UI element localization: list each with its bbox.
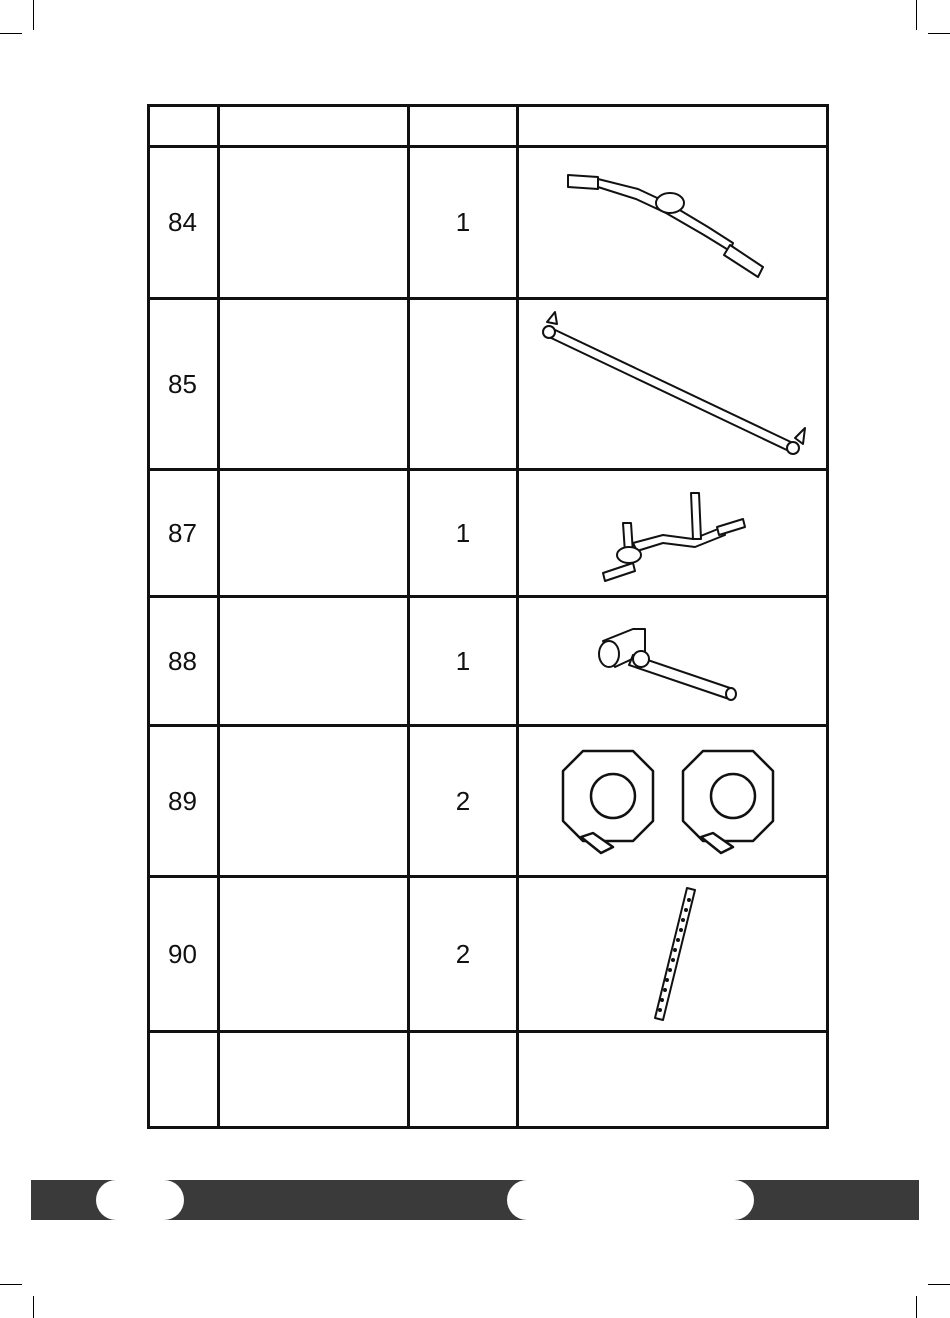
crop-mark [916,0,917,30]
part-image-cell [518,726,828,877]
part-number: 89 [149,726,219,877]
straight-bar-icon [533,304,813,464]
part-image-cell [518,470,828,597]
table-row [149,597,828,726]
footer-center-pill [507,1180,754,1220]
part-quantity: 2 [409,726,518,877]
part-quantity: 1 [409,597,518,726]
adjustment-tube-icon [623,884,723,1024]
part-image-cell [518,877,828,1032]
part-description [219,726,409,877]
crop-mark [916,1296,917,1318]
header-description [219,106,409,147]
crop-mark [928,33,950,34]
part-number: 88 [149,597,219,726]
lat-bar-icon [558,163,788,283]
t-pin-icon [593,611,753,711]
part-image-cell [518,299,828,470]
table-row [149,470,828,597]
table-header-row [149,106,828,147]
table-row [149,299,828,470]
crop-mark [928,1284,950,1285]
footer-page-pill [96,1180,184,1220]
part-number [149,1032,219,1128]
table-row [149,877,828,1032]
part-description [219,597,409,726]
part-image-cell [518,1032,828,1128]
part-quantity [409,1032,518,1128]
part-description [219,147,409,299]
part-number: 84 [149,147,219,299]
header-quantity [409,106,518,147]
part-quantity: 1 [409,470,518,597]
part-quantity [409,299,518,470]
part-description [219,1032,409,1128]
part-description [219,299,409,470]
header-number [149,106,219,147]
part-description [219,877,409,1032]
header-image [518,106,828,147]
crop-mark [33,1296,34,1318]
table-row [149,147,828,299]
barbell-collars-icon [553,741,793,861]
crop-mark [33,0,34,30]
row-handle-icon [593,483,753,583]
part-image-cell [518,597,828,726]
part-number: 90 [149,877,219,1032]
part-number: 87 [149,470,219,597]
part-description [219,470,409,597]
part-quantity: 1 [409,147,518,299]
part-image-cell [518,147,828,299]
crop-mark [0,33,22,34]
part-quantity: 2 [409,877,518,1032]
part-number: 85 [149,299,219,470]
crop-mark [0,1284,22,1285]
table-row [149,1032,828,1128]
parts-table [147,104,829,1129]
table-row [149,726,828,877]
